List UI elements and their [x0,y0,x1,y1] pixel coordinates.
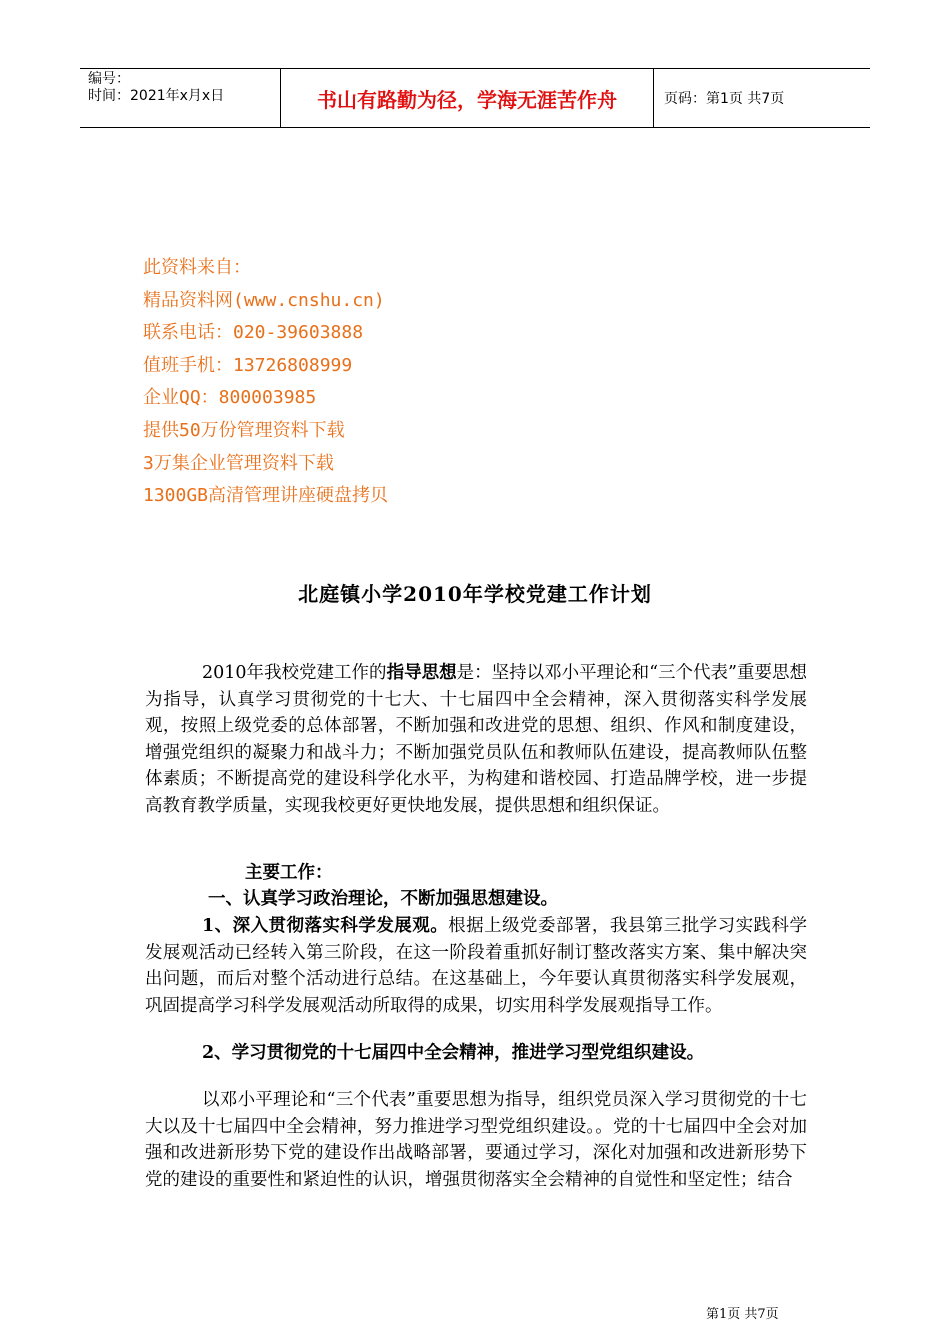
source-info [143,252,388,513]
item-2-heading: 2、学习贯彻党的十七届四中全会精神，推进学习型党组织建设。 [202,1043,705,1063]
number-label: 编号： [88,71,130,87]
source-line: 1300GB高清管理讲座硬盘拷贝 [143,485,389,507]
source-line: 联系电话：020-39603888 [143,322,364,344]
p1-bold: 指导思想 [386,663,457,683]
time-label: 时间：2021年x月x日 [88,88,225,104]
header-page-label: 页码：第1页 共7页 [664,91,785,107]
item-1-bold: 1、深入贯彻落实科学发展观。 [202,916,449,936]
header-motto: 书山有路勤为径，学海无涯苦作舟 [281,69,654,127]
paragraph-4: 以邓小平理论和“三个代表”重要思想为指导，组织党员深入学习贯彻党的十七大以及十七届四中全会精神，努力推进学习型党组织建设。。党的十七届四中全会对加强和改进新形势下党的建设作出战略部署，要通过学习，深化对加强和改进新形势下党的建设的重要性和紧迫性的认识，增强贯彻落实全会精神的自觉性和坚定性；结合 [145,1090,807,1190]
document-title: 北庭镇小学2010年学校党建工作计划 [298,582,652,606]
guiding-paragraph [145,660,807,820]
main-work-heading: 主要工作： [245,863,333,883]
header-meta [80,69,281,127]
source-line: 此资料来自： [143,257,251,278]
p1-lead: 2010年我校党建工作的 [202,663,387,683]
section-1-heading: 一、认真学习政治理论，不断加强思想建设。 [208,889,558,909]
footer-page: 第1页 共7页 [706,1307,779,1322]
item-1-paragraph [145,913,807,1019]
source-line: 企业QQ：800003985 [143,387,317,409]
source-line: 提供50万份管理资料下载 [143,419,345,441]
source-line: 值班手机：13726808999 [143,354,353,376]
source-line: 3万集企业管理资料下载 [143,452,334,474]
item-1-rest: 根据上级党委部署，我县第三批学习实践科学发展观活动已经转入第三阶段，在这一阶段着重抓好制订整改落实方案、集中解决突出问题，而后对整个活动进行总结。在这基础上，今年要认真贯彻落实科学发展观，巩固提高学习科学发展观活动所取得的成果，切实用科学发展观指导工作。 [145,916,807,1016]
header-table [80,68,870,128]
source-line: 精品资料网(www.cnshu.cn) [143,289,385,311]
p1-rest: 是：坚持以邓小平理论和“三个代表”重要思想为指导，认真学习贯彻党的十七大、十七届四中全会精神，深入贯彻落实科学发展观，按照上级党委的总体部署，不断加强和改进党的思想、组织、作风和制度建设，增强党组织的凝聚力和战斗力；不断加强党员队伍和教师队伍建设，提高教师队伍整体素质；不断提高党的建设科学化水平，为构建和谐校园、打造品牌学校，进一步提高教育教学质量，实现我校更好更快地发展，提供思想和组织保证。 [145,663,807,816]
